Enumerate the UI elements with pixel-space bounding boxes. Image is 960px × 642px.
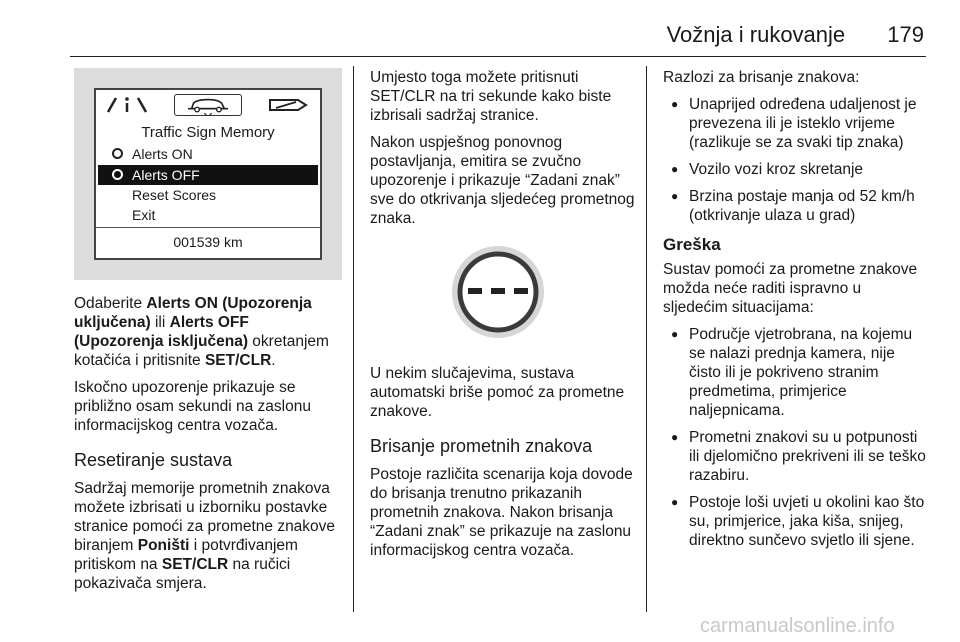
column-2 [370,68,636,568]
display-divider [96,227,320,228]
column-divider [353,66,354,612]
menu-item-label: Exit [132,207,156,223]
section-heading: Brisanje prometnih znakova [370,436,593,456]
column-1 [74,68,342,601]
list-item: ● Unaprijed određena udaljenost je prevezena ili je isteklo vrijeme (razlikuje se za svaki tip znaka) [663,95,929,152]
bold-term: SET/CLR [204,352,272,369]
menu-item-label: Alerts ON [132,146,193,162]
road-lanes-icon [102,94,152,116]
page-header [667,22,924,48]
car-icon [174,94,242,116]
text: na ručici pokazivača smjera. [74,556,291,592]
display-illustration [74,68,342,280]
list-item: ● Brzina postaje manja od 52 km/h (otkrivanje ulaza u grad) [663,187,929,225]
menu-item-reset-scores [98,185,318,205]
text: Sadržaj memorije prometnih znakova možete izbrisati u izborniku postavke stranice pomoći za prometne znakove biranjem [74,480,336,554]
section-heading: Greška [663,235,721,254]
radio-icon [112,169,123,180]
paragraph: Umjesto toga možete pritisnuti SET/CLR na tri sekunde kako biste izbrisali sadržaj stranice. [370,69,612,124]
text: i potvrđivanjem pritiskom na [74,537,298,573]
list-item: ● Prometni znakovi su u potpunosti ili djelomično prekriveni ili se teško razabiru. [663,428,929,485]
text: okretanjem kotačića i pritisnite [74,333,329,369]
paragraph [74,294,342,370]
menu-item-label: Reset Scores [132,187,217,203]
bold-term: Alerts ON (Upozorenja uključena) [74,295,312,331]
menu-item-alerts-off [98,165,318,185]
default-sign-illustration [370,238,632,350]
paragraph: Postoje različita scenarija koja dovode do brisanja trenutno prikazanih prometnih znakova. Nakon brisanja “Zadani znak” se prikazuje na zaslonu informacijskog centra vozača. [370,466,633,559]
info-display-screen [94,88,322,260]
paragraph [74,479,342,593]
text: . [271,352,276,369]
text: ili [150,314,170,331]
bold-term: Alerts OFF (Upozorenja isključena) [74,314,249,350]
menu-item-alerts-on [98,144,318,164]
column-divider [646,66,647,612]
text: Odaberite [74,295,147,312]
display-heading: Traffic Sign Memory [141,124,275,141]
menu-item-label: Alerts OFF [132,167,200,183]
sign-arrow-icon [262,94,312,116]
page-number: 179 [887,22,924,47]
paragraph: Iskočno upozorenje prikazuje se približno osam sekundi na zaslonu informacijskog centra vozača. [74,379,311,434]
odometer-readout: 001539 km [173,234,243,250]
bullet-list [663,95,929,225]
section-heading: Resetiranje sustava [74,450,233,470]
menu-item-exit [98,205,318,225]
display-toolbar [96,90,320,120]
list-item: ● Područje vjetrobrana, na kojemu se nalazi prednja kamera, nije čisto ili je pokriveno stranim predmetima, primjerice naljepnicama. [663,325,929,420]
paragraph: Razlozi za brisanje znakova: [663,69,860,86]
bold-term: Poništi [137,537,190,554]
column-3 [663,68,929,558]
default-sign-icon [370,238,632,350]
radio-icon [112,148,123,159]
list-item: ● Vozilo vozi kroz skretanje [663,160,929,179]
watermark: carmanualsonline.info [700,615,895,637]
bullet-list [663,325,929,550]
paragraph: U nekim slučajevima, sustava automatski briše pomoć za prometne znakove. [370,365,625,420]
header-rule [70,56,926,57]
list-item: ● Postoje loši uvjeti u okolini kao što su, primjerice, jaka kiša, snijeg, direktno sunčevo svjetlo ili sjene. [663,493,929,550]
bold-term: SET/CLR [161,556,229,573]
chapter-title: Vožnja i rukovanje [666,22,846,47]
paragraph: Nakon uspješnog ponovnog postavljanja, emitira se zvučno upozorenje i prikazuje “Zadani znak” sve do otkrivanja sljedećeg prometnog znaka. [370,134,635,227]
paragraph: Sustav pomoći za prometne znakove možda neće raditi ispravno u sljedećim situacijama: [663,261,918,316]
